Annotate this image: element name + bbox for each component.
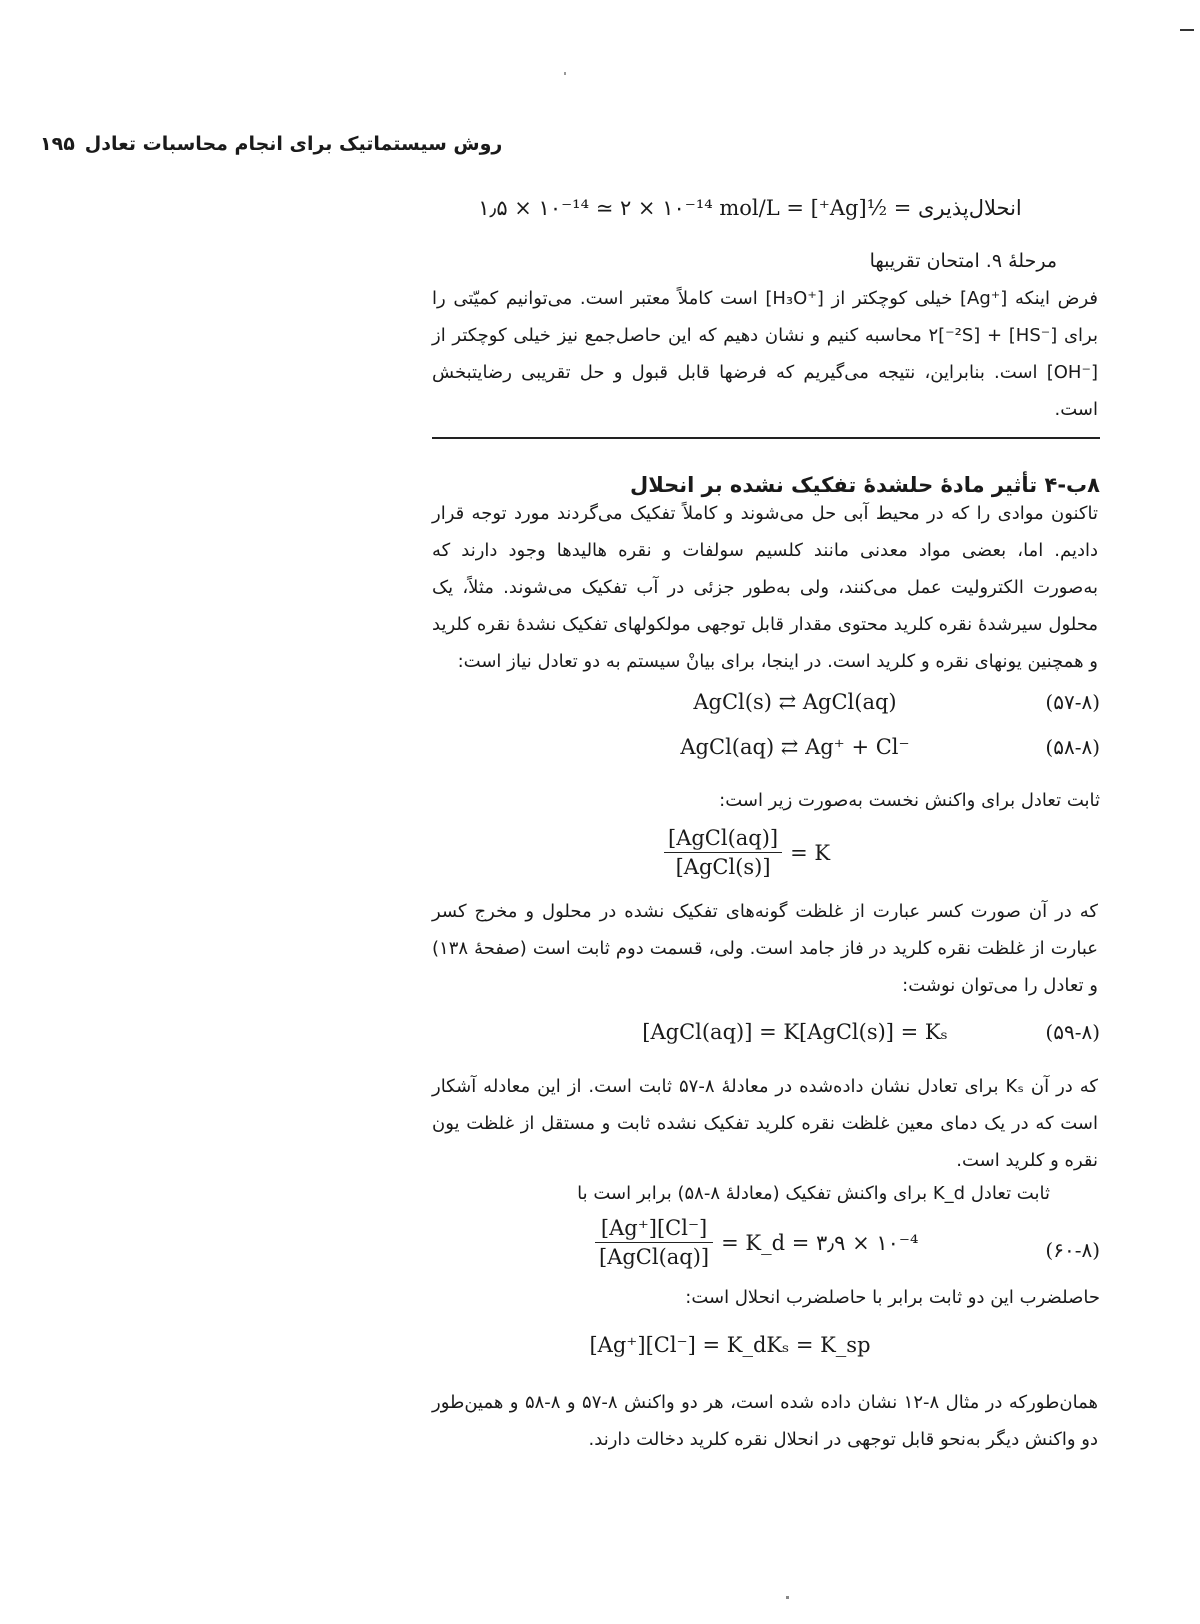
scan-speck [564,72,566,75]
section-intro-paragraph: تاکنون موادی را که در محیط آبی حل می‌شوند و کاملاً تفکیک می‌گردند مورد توجه قرار دادیم. اما، بعضی مواد معدنی مانند کلسیم سولفات و نقره هالیدها وجود دارند که به‌صورت الکترولیت عمل می‌کنند، ولی به‌طور جزئی در آب تفکیک می‌شوند. مثلاً، یک محلول سیرشدهٔ نقره کلرید محتوی مقدار قابل توجهی مولکولهای تفکیک نشدهٔ نقره کلرید و همچنین یونهای نقره و کلرید است. در اینجا، برای بیانْ سیستم به دو تعادل نیاز است: [432,503,1098,672]
kd-intro-text: ثابت تعادل K_d برای واکنش تفکیک (معادلهٔ ۸-۵۸) برابر است با [577,1183,1050,1204]
section-title: ۸ب-۴ تأثیر مادهٔ حلشدهٔ تفکیک نشده بر انحلال [629,473,1100,497]
k-fraction [664,826,782,879]
section-divider [432,437,1100,439]
equation-58 [600,735,1100,765]
closing-paragraph: همان‌طورکه در مثال ۸-۱۲ نشان داده شده است، هر دو واکنش ۸-۵۷ و ۸-۵۸ و همین‌طور دو واکنش دیگر به‌نحو قابل توجهی در انحلال نقره کلرید دخالت دارند. [432,1392,1098,1450]
kd-fraction [595,1216,713,1269]
step9-title: مرحلهٔ ۹. امتحان تقریبها [869,250,1057,272]
equation-57-number: (۵۷-۸) [1045,690,1100,714]
k-intro-text: ثابت تعادل برای واکنش نخست به‌صورت زیر است: [719,790,1100,811]
running-head [40,133,503,155]
product-intro-text: حاصلضرب این دو ثابت برابر با حاصلضرب انحلال است: [685,1287,1100,1308]
page-number: ۱۹۵ [40,133,75,155]
kd-fraction-rhs: = K_d = ۳٫۹ × ۱۰⁻⁴ [721,1230,919,1255]
margin-mark [1180,29,1194,31]
step9-paragraph: فرض اینکه [⁺Ag] خیلی کوچکتر از [⁺H₃O] است کاملاً معتبر است. می‌توانیم کمیّتی را برای [⁻HS] + ۲[⁻²S] محاسبه کنیم و نشان دهیم که این حاصل‌جمع نیز خیلی کوچکتر از [⁻OH] است. بنابراین، نتیجه می‌گیریم که فرضها قابل قبول و حل تقریبی رضایتبخش است. [432,288,1098,420]
equation-57 [600,690,1100,720]
equation-59 [600,1020,1100,1050]
equation-59-expression: [AgCl(aq)] = K[AgCl(s)] = Kₛ [642,1020,948,1044]
kd-fraction-numerator: [Ag⁺][Cl⁻] [600,1216,708,1240]
k-fraction-numerator: [AgCl(aq)] [668,826,779,850]
ksp-equation: [Ag⁺][Cl⁻] = K_dKₛ = K_sp [589,1333,871,1357]
kd-fraction-denominator: [AgCl(aq)] [595,1242,713,1269]
equation-57-expression: AgCl(s) ⇄ AgCl(aq) [693,690,897,714]
k-fraction-rhs: = K [790,840,831,865]
equation-60-number: (۶۰-۸) [1045,1238,1100,1262]
equation-58-number: (۵۸-۸) [1045,735,1100,759]
solubility-equation: انحلال‌پذیری = ½[Ag⁺] = ۱٫۵ × ۱۰⁻¹⁴ ≃ ۲ × ۱۰⁻¹⁴ mol/L [478,196,1022,220]
scan-speck-bottom [786,1596,789,1599]
k-fraction-equation [664,826,830,879]
k-explanation-paragraph: که در آن صورت کسر عبارت از غلظت گونه‌های تفکیک نشده در محلول و مخرج کسر عبارت از غلظت نقره کلرید در فاز جامد است. ولی، قسمت دوم ثابت است (صفحهٔ ۱۳۸) و تعادل را می‌توان نوشت: [432,901,1098,996]
equation-59-number: (۵۹-۸) [1045,1020,1100,1044]
equation-60 [595,1216,918,1269]
running-title: روش سیستماتیک برای انجام محاسبات تعادل [84,133,503,155]
k-fraction-denominator: [AgCl(s)] [664,852,782,879]
ks-explanation-paragraph: که در آن Kₛ برای تعادل نشان داده‌شده در معادلهٔ ۸-۵۷ ثابت است. از این معادله آشکار است که در یک دمای معین غلظت نقره کلرید تفکیک نشده ثابت و مستقل از غلظت یون نقره و کلرید است. [432,1076,1099,1171]
equation-58-expression: AgCl(aq) ⇄ Ag⁺ + Cl⁻ [680,735,910,759]
